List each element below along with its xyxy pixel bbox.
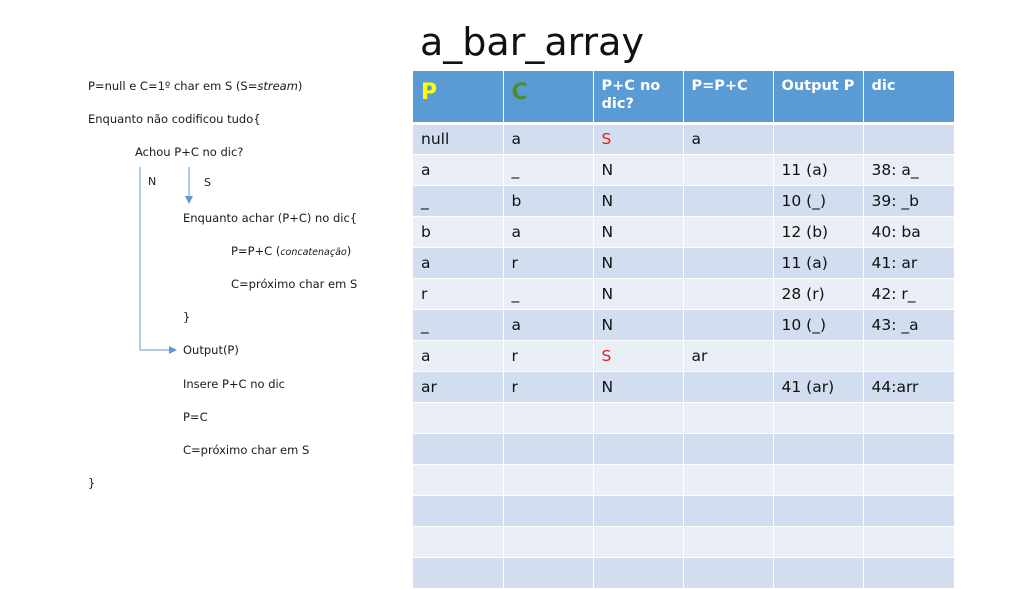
cell-output <box>773 526 863 557</box>
cell-output <box>773 433 863 464</box>
header-p-eq-pc: P=P+C <box>683 71 773 123</box>
algo-line-insert: Insere P+C no dic <box>183 377 286 391</box>
cell-c: _ <box>503 154 593 185</box>
cell-in-dic <box>593 557 683 588</box>
cell-dic: 40: ba <box>863 216 954 247</box>
cell-p: a <box>413 154 503 185</box>
algo-line-next-char: C=próximo char em S <box>183 443 310 457</box>
cell-dic <box>863 402 954 433</box>
cell-dic <box>863 495 954 526</box>
cell-in-dic <box>593 464 683 495</box>
cell-p: _ <box>413 185 503 216</box>
table-header-row <box>413 71 954 123</box>
cell-dic: 42: r_ <box>863 278 954 309</box>
cell-dic: 38: a_ <box>863 154 954 185</box>
cell-c: a <box>503 123 593 154</box>
cell-p-eq-pc <box>683 185 773 216</box>
cell-p: ar <box>413 371 503 402</box>
cell-in-dic <box>593 402 683 433</box>
header-dic: dic <box>863 71 954 123</box>
table-row <box>413 123 954 154</box>
table-row <box>413 340 954 371</box>
cell-p-eq-pc <box>683 278 773 309</box>
cell-output <box>773 557 863 588</box>
cell-in-dic: S <box>593 123 683 154</box>
table-row <box>413 278 954 309</box>
algo-text: P=null e C=1º char em S (S= <box>88 79 258 93</box>
algo-line-next-char-inner: C=próximo char em S <box>231 277 358 291</box>
algo-line-while: Enquanto não codificou tudo{ <box>88 112 261 126</box>
cell-c: a <box>503 309 593 340</box>
cell-p: _ <box>413 309 503 340</box>
cell-in-dic: N <box>593 247 683 278</box>
cell-dic <box>863 433 954 464</box>
arrow-no-to-output <box>140 167 175 350</box>
algo-line-close-inner: } <box>183 310 191 324</box>
cell-p: b <box>413 216 503 247</box>
branch-label-s: S <box>204 176 211 189</box>
cell-output: 12 (b) <box>773 216 863 247</box>
algo-line-output: Output(P) <box>183 343 239 357</box>
cell-dic <box>863 340 954 371</box>
algo-text: ) <box>346 244 352 258</box>
table-row <box>413 309 954 340</box>
cell-p-eq-pc <box>683 433 773 464</box>
cell-p-eq-pc <box>683 371 773 402</box>
cell-in-dic: N <box>593 216 683 247</box>
cell-dic: 43: _a <box>863 309 954 340</box>
cell-p: null <box>413 123 503 154</box>
cell-in-dic: N <box>593 185 683 216</box>
algo-text: P=P+C ( <box>231 244 281 258</box>
cell-in-dic: N <box>593 309 683 340</box>
cell-in-dic <box>593 526 683 557</box>
table-row <box>413 433 954 464</box>
cell-p-eq-pc <box>683 495 773 526</box>
table-row <box>413 371 954 402</box>
lzw-trace-table <box>413 71 955 589</box>
branch-label-n: N <box>148 175 157 188</box>
cell-p-eq-pc <box>683 557 773 588</box>
cell-output: 10 (_) <box>773 309 863 340</box>
cell-output: 41 (ar) <box>773 371 863 402</box>
cell-in-dic: N <box>593 154 683 185</box>
cell-output: 10 (_) <box>773 185 863 216</box>
cell-p <box>413 526 503 557</box>
cell-in-dic: N <box>593 371 683 402</box>
cell-p: r <box>413 278 503 309</box>
cell-p-eq-pc <box>683 309 773 340</box>
table-row <box>413 526 954 557</box>
cell-output <box>773 464 863 495</box>
cell-dic <box>863 557 954 588</box>
cell-dic <box>863 526 954 557</box>
table-row <box>413 495 954 526</box>
cell-output <box>773 340 863 371</box>
cell-c: b <box>503 185 593 216</box>
cell-c <box>503 495 593 526</box>
table-row <box>413 216 954 247</box>
cell-p-eq-pc <box>683 247 773 278</box>
header-in-dic: P+C no dic? <box>593 71 683 123</box>
cell-c <box>503 433 593 464</box>
header-output: Output P <box>773 71 863 123</box>
cell-c: r <box>503 247 593 278</box>
cell-dic: 41: ar <box>863 247 954 278</box>
cell-p-eq-pc <box>683 402 773 433</box>
algo-text: ) <box>297 79 303 93</box>
table-row <box>413 557 954 588</box>
cell-output <box>773 495 863 526</box>
table-row <box>413 154 954 185</box>
cell-c <box>503 526 593 557</box>
algo-line-check: Achou P+C no dic? <box>135 145 244 159</box>
algo-text-italic: concatenação <box>280 247 347 258</box>
cell-p-eq-pc <box>683 526 773 557</box>
cell-output <box>773 402 863 433</box>
header-p: P <box>413 71 503 123</box>
cell-p-eq-pc: a <box>683 123 773 154</box>
cell-dic <box>863 464 954 495</box>
flow-arrows <box>0 0 400 576</box>
cell-dic: 44:arr <box>863 371 954 402</box>
cell-p-eq-pc <box>683 154 773 185</box>
slide-title: a_bar_array <box>420 20 644 64</box>
cell-p-eq-pc: ar <box>683 340 773 371</box>
algo-text-italic: stream <box>257 79 298 93</box>
cell-in-dic: S <box>593 340 683 371</box>
algo-line-close-outer: } <box>88 476 96 490</box>
cell-dic <box>863 123 954 154</box>
table-row <box>413 464 954 495</box>
cell-output <box>773 123 863 154</box>
cell-in-dic <box>593 433 683 464</box>
cell-c: _ <box>503 278 593 309</box>
cell-p <box>413 433 503 464</box>
cell-p <box>413 557 503 588</box>
cell-output: 28 (r) <box>773 278 863 309</box>
cell-p <box>413 495 503 526</box>
algorithm-panel <box>0 0 400 576</box>
cell-in-dic: N <box>593 278 683 309</box>
table-row <box>413 185 954 216</box>
cell-dic: 39: _b <box>863 185 954 216</box>
table-row <box>413 247 954 278</box>
cell-c <box>503 557 593 588</box>
cell-p-eq-pc <box>683 216 773 247</box>
cell-c <box>503 402 593 433</box>
cell-p <box>413 402 503 433</box>
cell-p: a <box>413 247 503 278</box>
header-c: C <box>503 71 593 123</box>
cell-c: a <box>503 216 593 247</box>
cell-c <box>503 464 593 495</box>
cell-p-eq-pc <box>683 464 773 495</box>
table-row <box>413 402 954 433</box>
cell-p: a <box>413 340 503 371</box>
cell-c: r <box>503 371 593 402</box>
cell-c: r <box>503 340 593 371</box>
cell-output: 11 (a) <box>773 154 863 185</box>
algo-line-p-eq-c: P=C <box>183 410 208 424</box>
cell-output: 11 (a) <box>773 247 863 278</box>
cell-in-dic <box>593 495 683 526</box>
algo-line-inner-while: Enquanto achar (P+C) no dic{ <box>183 211 358 225</box>
cell-p <box>413 464 503 495</box>
